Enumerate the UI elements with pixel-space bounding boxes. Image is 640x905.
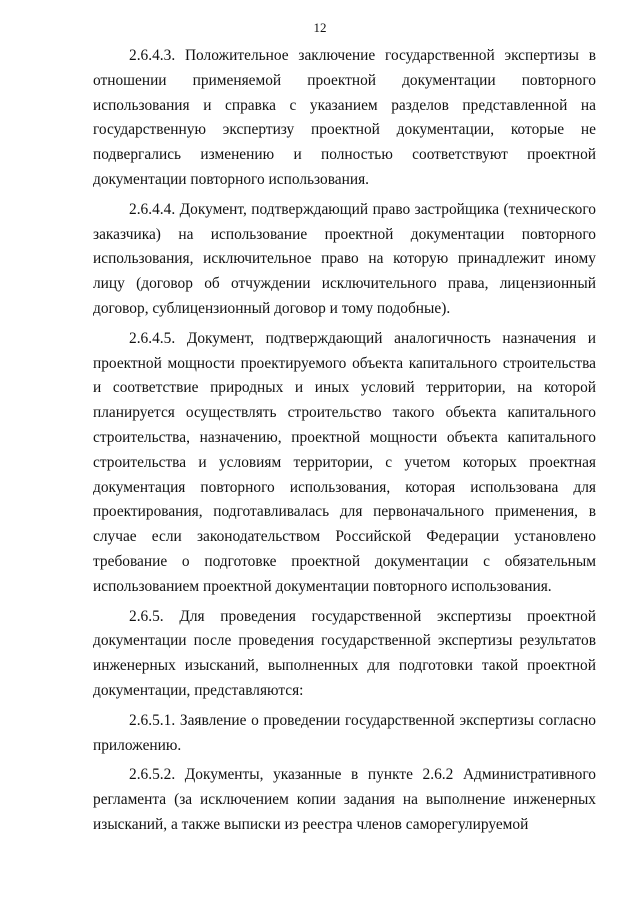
document-body <box>93 44 596 843</box>
paragraph-2-6-5: 2.6.5. Для проведения государственной экспертизы проектной документации после проведения государственной экспертизы результатов инженерных изысканий, выполненных для подготовки такой проектной документации, представляются: <box>93 607 596 699</box>
paragraph-2-6-4-4: 2.6.4.4. Документ, подтверждающий право застройщика (технического заказчика) на использование проектной документации повторного использования, исключительное право на которую принадлежит иному лицу (договор об отчуждении исключительного права, лицензионный договор, сублицензионный договор и тому подобные). <box>93 200 596 317</box>
paragraph-2-6-5-1: 2.6.5.1. Заявление о проведении государственной экспертизы согласно приложению. <box>93 711 596 754</box>
page-number: 12 <box>313 20 327 35</box>
paragraph-2-6-5-2: 2.6.5.2. Документы, указанные в пункте 2.6.2 Административного регламента (за исключением копии задания на выполнение инженерных изысканий, а также выписки из реестра членов саморегулируемой <box>93 766 596 833</box>
paragraph-2-6-4-5: 2.6.4.5. Документ, подтверждающий аналогичность назначения и проектной мощности проектируемого объекта капитального строительства и соответствие природных и иных условий территории, на которой планируется осуществлять строительство такого объекта капитального строительства, назначению, проектной мощности объекта капитального строительства и условиям территории, с учетом которых проектная документация повторного использования, которая использована для проектирования, подготавливалась для первоначального применения, в случае если законодательством Российской Федерации установлено требование о подготовке проектной документации с обязательным использованием проектной документации повторного использования. <box>93 329 596 595</box>
paragraph-2-6-4-3: 2.6.4.3. Положительное заключение государственной экспертизы в отношении применяемой проектной документации повторного использования и справка с указанием разделов представленной на государственную экспертизу проектной документации, которые не подвергались изменению и полностью соответствуют проектной документации повторного использования. <box>93 47 596 188</box>
